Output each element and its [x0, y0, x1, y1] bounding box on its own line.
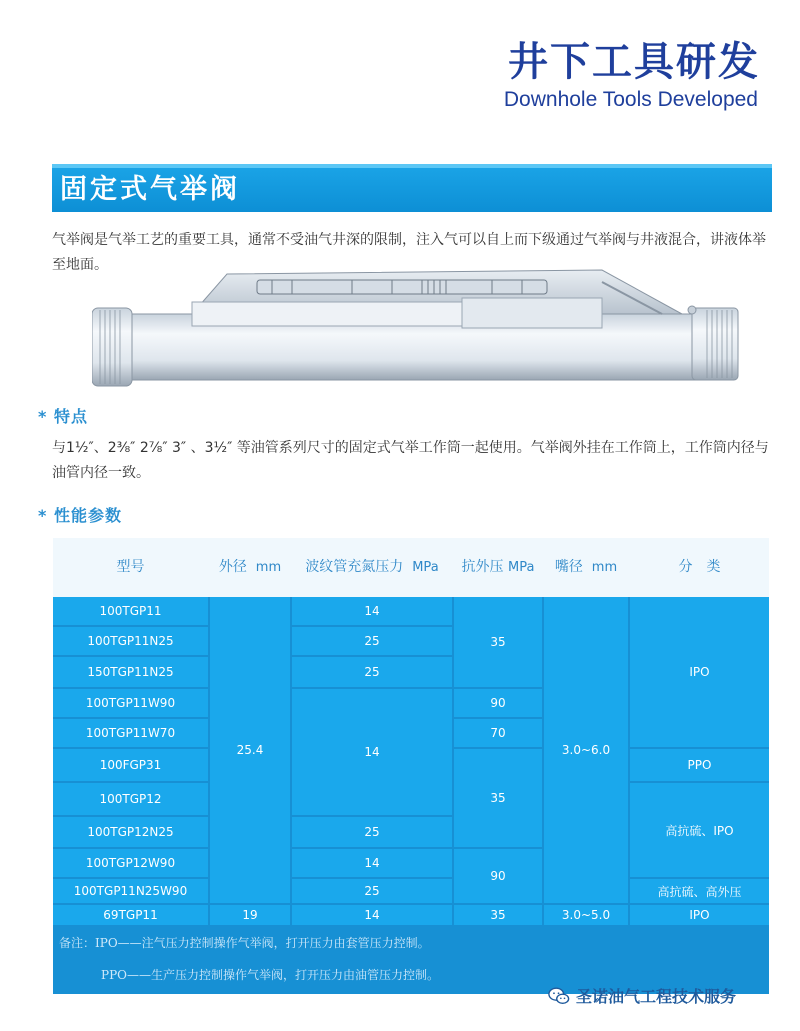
category-cell: 高抗硫、高外压 [630, 879, 769, 903]
collapse-cell: 70 [454, 719, 542, 747]
features-heading: * 特点 [38, 407, 88, 426]
category-cell: PPO [630, 749, 769, 781]
header-nozzle: 嘴径 mm [554, 559, 618, 575]
table-header [53, 538, 769, 597]
od-cell: 19 [210, 905, 290, 925]
spec-table [53, 538, 769, 994]
pressure-cell: 25 [292, 627, 452, 655]
collapse-cell: 35 [454, 597, 542, 687]
pressure-cell: 25 [292, 879, 452, 903]
model-cell: 100TGP11N25W90 [53, 879, 208, 903]
header-category: 分 类 [678, 559, 721, 575]
watermark-text: 圣诺油气工程技术服务 [576, 987, 737, 1006]
model-cell: 100TGP11W90 [53, 689, 208, 717]
category-cell: 高抗硫、IPO [630, 783, 769, 877]
pressure-cell: 14 [292, 689, 452, 815]
pressure-cell: 14 [292, 849, 452, 877]
model-cell: 100TGP12 [53, 783, 208, 815]
model-cell: 100TGP11N25 [53, 627, 208, 655]
intro-paragraph: 气举阀是气举工艺的重要工具，通常不受油气井深的限制，注入气可以自上而下级通过气举阀与井液混合，讲液体举至地面。 [52, 232, 766, 273]
nozzle-cell: 3.0~6.0 [544, 597, 628, 903]
params-heading: * 性能参数 [38, 506, 122, 525]
model-cell: 150TGP11N25 [53, 657, 208, 687]
nozzle-cell: 3.0~5.0 [544, 905, 628, 925]
collapse-cell: 35 [454, 905, 542, 925]
model-cell: 100TGP11 [53, 597, 208, 625]
od-cell: 25.4 [210, 597, 290, 903]
header-collapse: 抗外压 MPa [461, 559, 535, 575]
table-note: PPO——生产压力控制操作气举阀，打开压力由油管压力控制。 [101, 968, 439, 982]
header-model: 型号 [116, 559, 145, 575]
page-title: 井下工具研发 [508, 39, 760, 85]
header-od: 外径 mm [218, 559, 282, 575]
pressure-cell: 14 [292, 905, 452, 925]
section-title: 固定式气举阀 [60, 174, 240, 205]
page-subtitle: Downhole Tools Developed [503, 88, 758, 111]
collapse-cell: 90 [454, 849, 542, 903]
category-cell: IPO [630, 905, 769, 925]
header-pressure: 波纹管充氮压力 MPa [305, 559, 439, 575]
collapse-cell: 90 [454, 689, 542, 717]
table-note: 备注：IPO——注气压力控制操作气举阀，打开压力由套管压力控制。 [59, 936, 430, 950]
pressure-cell: 25 [292, 817, 452, 847]
collapse-cell: 35 [454, 749, 542, 847]
model-cell: 69TGP11 [53, 905, 208, 925]
wechat-icon [548, 985, 570, 1007]
features-paragraph: 与1½″、2⅜″ 2⅞″ 3″ 、3½″ 等油管系列尺寸的固定式气举工作筒一起使用。气举阀外挂在工作筒上，工作筒内径与油管内径一致。 [52, 440, 769, 481]
model-cell: 100TGP12N25 [53, 817, 208, 847]
pressure-cell: 25 [292, 657, 452, 687]
category-cell: IPO [630, 597, 769, 747]
model-cell: 100TGP11W70 [53, 719, 208, 747]
model-cell: 100TGP12W90 [53, 849, 208, 877]
watermark [548, 984, 736, 1007]
model-cell: 100FGP31 [53, 749, 208, 781]
pressure-cell: 14 [292, 597, 452, 625]
gas-lift-valve-illustration [92, 262, 742, 392]
